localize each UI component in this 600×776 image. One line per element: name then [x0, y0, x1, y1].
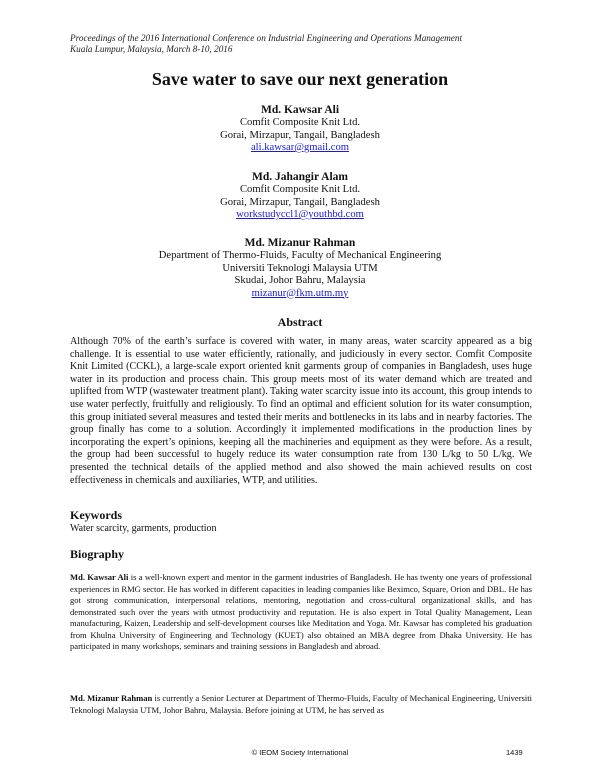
keywords-heading: Keywords	[70, 508, 122, 522]
author-block-3	[0, 236, 600, 300]
author-name: Md. Mizanur Rahman	[244, 237, 356, 249]
author-name: Md. Kawsar Ali	[260, 104, 340, 116]
biography-name: Md. Kawsar Ali	[70, 572, 129, 582]
author-affiliation-2: Universiti Teknologi Malaysia UTM	[222, 262, 378, 274]
proceedings-header	[70, 33, 540, 55]
biography-text: is a well-known expert and mentor in the garment industries of Bangladesh. He has twenty one years of professional experiences in RMG sector. He has worked in different capacities in leading companies like Beximco, Square, Orion and DBL. He has got strong communication, interpersonal relations, mentoring, negotiation and cross-cultural organizational skills, and has demonstrated such over the years with utmost productivity and reputation. He is also expert in Total Quality Management, Lean manufacturing, Kaizen, Leadership and self-development courses like Meditation and Yoga. Mr. Kawsar has completed his graduation from Khulna University of Engineering and Technology (KUET) also obtained an MBA degree from Dhaka University. He has participated in many workshops, seminars and training sessions in Bangladesh and abroad.	[70, 572, 532, 652]
author-affiliation: Comfit Composite Knit Ltd.	[239, 184, 361, 195]
abstract-text: Although 70% of the earth’s surface is covered with water, in many areas, water scarcity appeared as a big challenge. It is essential to use water efficiently, rationally, and judiciously in every sector. Comfit Composite Knit Limited (CCKL), a large-scale export oriented knit garments group of companies in Bangladesh, uses huge water in its production and process chain. This group meets most of its water demand which are treated and uplifted from WTP (wastewater treatment plant). Taking water scarcity issue into its account, this group intends to use water perfectly, fruitfully and religiously. To find an optimal and efficient solution for its water consumption, this group initiated several measures and tested their merits and bottlenecks in its labs and in nearby factories. The group finally has come to a solution. Accordingly it implemented modifications in the production lines by incorporating the expert’s opinions, keeping all the machineries and equipment as they were before. As a result, the group had been successful to hugely reduce its water consumption rate from 130 L/kg to 50 L/kg. We presented the technical details of the applied method and also showed the main achieved results on cost effectiveness in chemicals and auxiliaries, WTP, and utilities.	[70, 336, 532, 486]
biography-text: is currently a Senior Lecturer at Department of Thermo-Fluids, Faculty of Mechanical Engineering, Universiti Teknologi Malaysia UTM, Johor Bahru, Malaysia. Before joining at UTM, he has served as	[70, 693, 532, 715]
biography-heading: Biography	[70, 547, 125, 561]
paper-title: Save water to save our next generation	[151, 69, 449, 89]
footer-page-number: 1439	[506, 748, 523, 757]
biography-entry-2	[70, 693, 532, 716]
author-email-link[interactable]: mizanur@fkm.utm.my	[251, 287, 349, 299]
author-email-link[interactable]: workstudyccl1@youthbd.com	[236, 209, 364, 220]
author-block-1	[0, 103, 600, 155]
author-address: Gorai, Mirzapur, Tangail, Bangladesh	[220, 196, 380, 208]
author-block-2	[0, 170, 600, 222]
author-affiliation: Comfit Composite Knit Ltd.	[239, 117, 361, 128]
biography-entry-1	[70, 572, 532, 653]
author-address: Gorai, Mirzapur, Tangail, Bangladesh	[220, 129, 380, 141]
proceedings-line-1: Proceedings of the 2016 International Conference on Industrial Engineering and Operations Management	[70, 33, 463, 43]
author-name: Md. Jahangir Alam	[252, 171, 348, 183]
author-affiliation: Department of Thermo-Fluids, Faculty of Mechanical Engineering	[158, 250, 442, 261]
author-email-link[interactable]: ali.kawsar@gmail.com	[250, 142, 349, 153]
abstract-heading: Abstract	[277, 315, 323, 329]
author-address: Skudai, Johor Bahru, Malaysia	[234, 275, 366, 286]
keywords-text: Water scarcity, garments, production	[70, 523, 217, 534]
biography-name: Md. Mizanur Rahman	[70, 693, 153, 703]
footer-society: © IEOM Society International	[251, 748, 349, 757]
proceedings-line-2: Kuala Lumpur, Malaysia, March 8-10, 2016	[70, 44, 233, 54]
